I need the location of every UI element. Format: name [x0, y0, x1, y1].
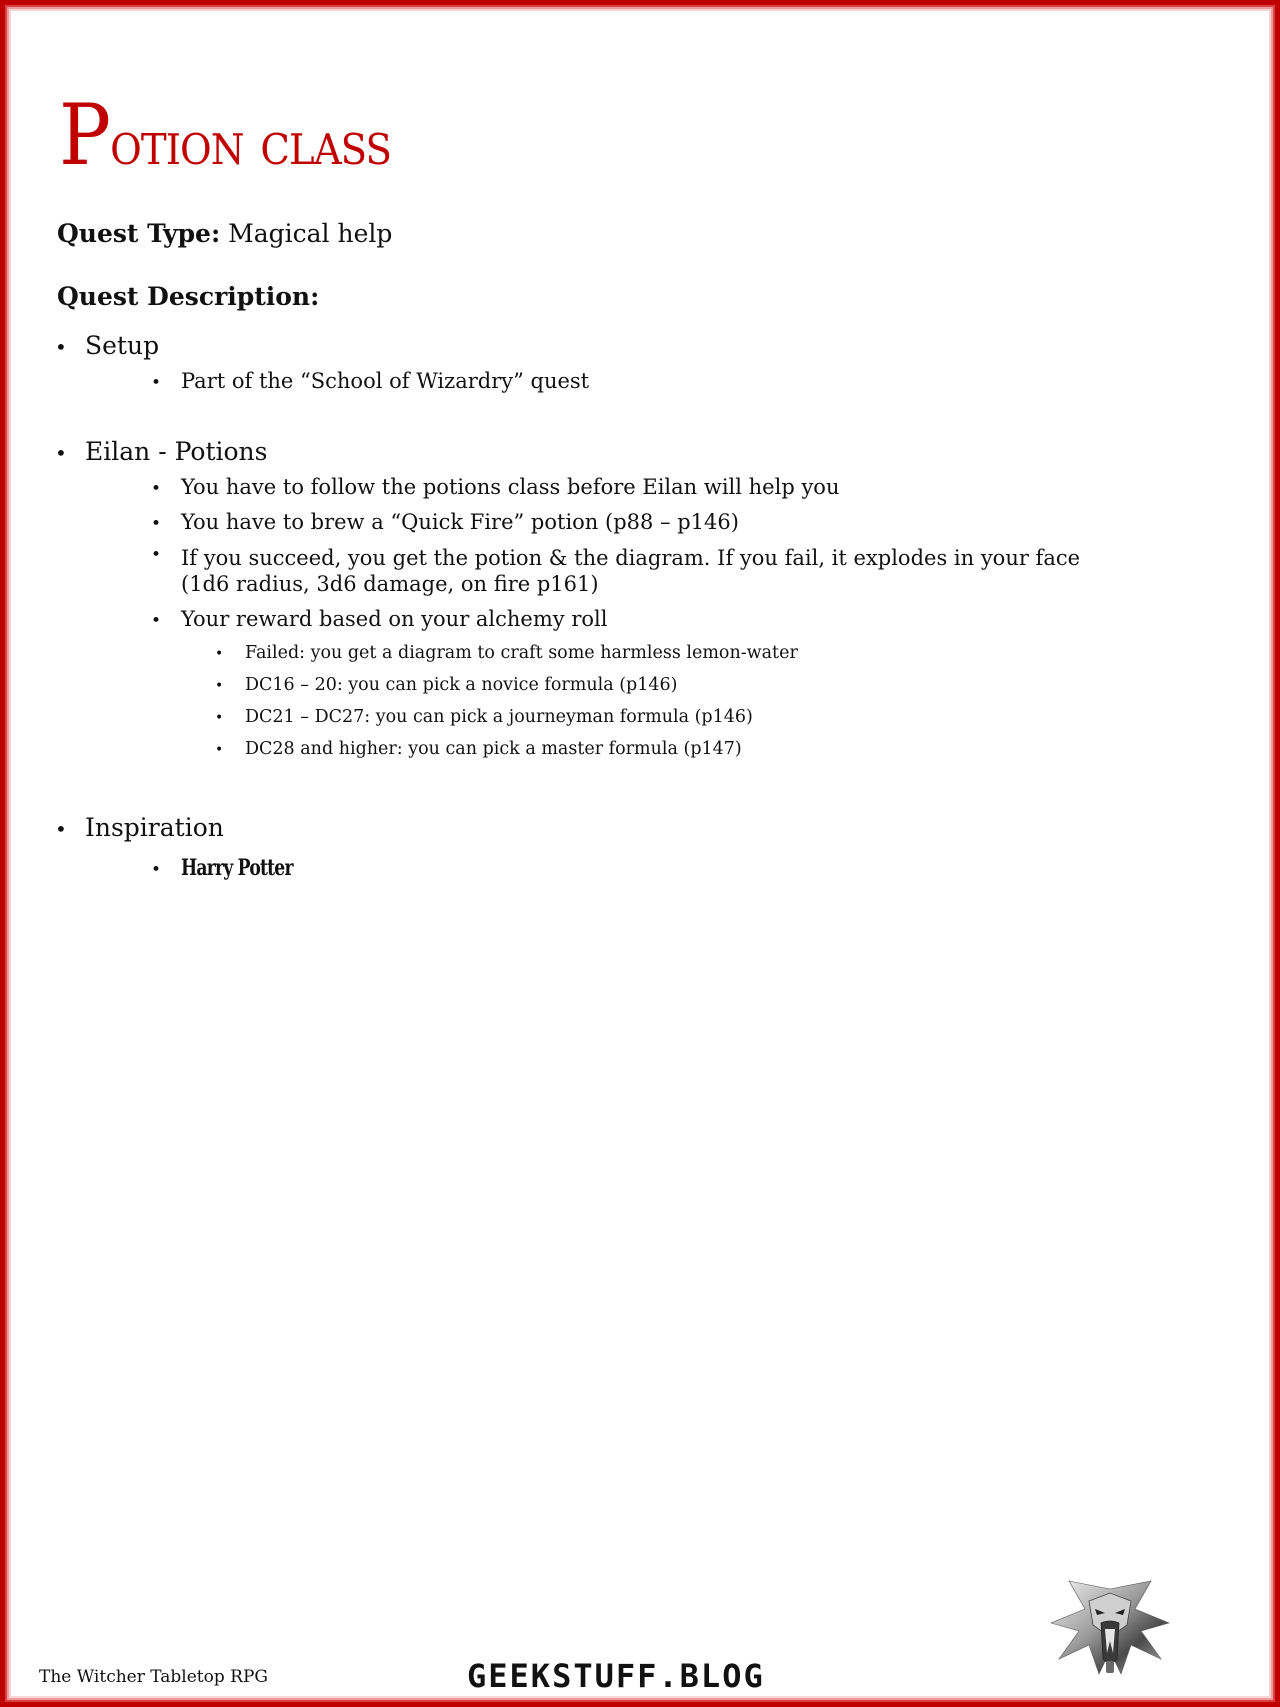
sub-list-item-text: Failed: you get a diagram to craft some harmless lemon-water [245, 643, 798, 663]
quest-type [57, 219, 392, 248]
list-item [151, 475, 839, 499]
title-rest: otion class [110, 109, 392, 179]
sub-list-item [215, 675, 677, 695]
bullet: • [55, 335, 67, 359]
section-label: Inspiration [85, 813, 224, 842]
bullet: • [55, 441, 67, 465]
list-item-text: You have to brew a “Quick Fire” potion (p88 – p146) [181, 510, 739, 534]
list-item [151, 607, 607, 631]
bullet: • [151, 373, 162, 393]
list-item [151, 510, 739, 534]
list-item-text: Part of the “School of Wizardry” quest [181, 369, 590, 393]
sub-list-item [215, 643, 798, 663]
section-label: Setup [85, 331, 160, 360]
bullet: • [215, 742, 224, 758]
sub-list-item-text: DC16 – 20: you can pick a novice formula (p146) [245, 675, 678, 695]
quest-type-label: Quest Type: [57, 219, 221, 248]
witcher-wolf-medallion-icon [1049, 1579, 1171, 1679]
footer-site-name: GEEKSTUFF.BLOG [467, 1657, 765, 1695]
quest-description-label: Quest Description: [57, 282, 320, 311]
footer-game-title: The Witcher Tabletop RPG [39, 1667, 268, 1687]
list-item [151, 545, 1141, 597]
sub-list-item-text: DC21 – DC27: you can pick a journeyman formula (p146) [245, 707, 753, 727]
section-label: Eilan - Potions [85, 437, 268, 466]
harry-potter-logo-text: Harry Potter [181, 855, 293, 881]
title-initial: P [59, 86, 111, 184]
section-eilan-potions [55, 437, 267, 466]
bullet: • [151, 611, 162, 631]
section-setup [55, 331, 159, 360]
bullet: • [215, 678, 224, 694]
bullet: • [151, 514, 162, 534]
page-title [59, 86, 392, 184]
sub-list-item [215, 739, 742, 759]
bullet: • [151, 479, 162, 499]
list-item-text: If you succeed, you get the potion & the diagram. If you fail, it explodes in your face (1d6 radius, 3d6 damage, on fire p161) [181, 546, 1081, 596]
bullet: • [215, 710, 224, 726]
list-item-text: You have to follow the potions class before Eilan will help you [181, 475, 840, 499]
bullet: • [151, 545, 162, 565]
section-inspiration [55, 813, 224, 842]
sub-list-item-text: DC28 and higher: you can pick a master formula (p147) [245, 739, 742, 759]
list-item [151, 855, 324, 881]
list-item-text: Your reward based on your alchemy roll [181, 607, 608, 631]
bullet: • [151, 860, 162, 880]
quest-type-value: Magical help [228, 219, 393, 248]
bullet: • [215, 646, 224, 662]
bullet: • [55, 817, 67, 841]
list-item [151, 369, 589, 393]
sub-list-item [215, 707, 753, 727]
